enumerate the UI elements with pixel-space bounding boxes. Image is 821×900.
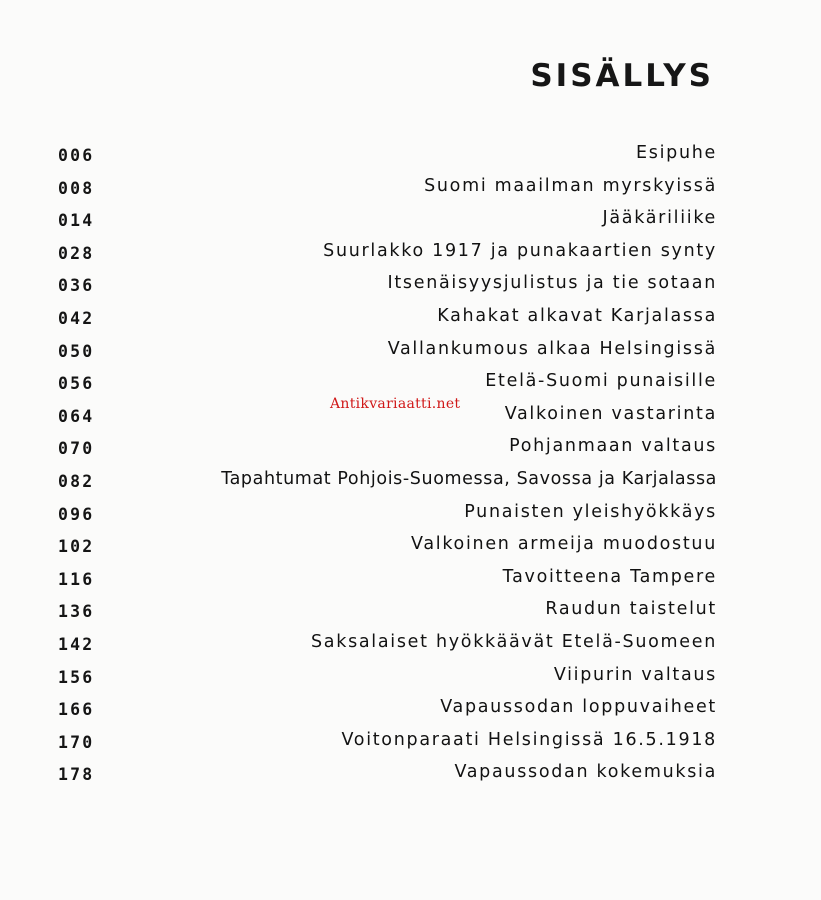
toc-page-number: 014 [58,211,95,231]
toc-title: Vapaussodan kokemuksia [454,762,717,783]
toc-page-number: 008 [58,178,95,198]
toc-page-number: 142 [58,634,95,654]
toc-title: Viipurin valtaus [553,664,717,685]
toc-title: Punaisten yleishyökkäys [464,501,717,522]
toc-title: Itsenäisyysjulistus ja tie sotaan [387,273,717,294]
toc-title: Vapaussodan loppuvaiheet [440,697,717,718]
toc-page-number: 006 [58,146,95,165]
toc-page-number: 170 [58,732,95,752]
toc-title: Jääkäriliike [602,208,717,229]
toc-row [0,140,821,173]
toc-page-number: 178 [58,765,95,785]
toc-row [0,531,821,564]
toc-row [0,270,821,303]
toc-title: Esipuhe [636,143,717,163]
toc-page-number: 136 [58,602,95,622]
toc-title: Etelä-Suomi punaisille [485,371,717,392]
toc-page-number: 116 [58,569,95,589]
toc-title: Voitonparaati Helsingissä 16.5.1918 [341,729,717,750]
toc-title: Saksalaiset hyökkäävät Etelä-Suomeen [311,631,717,652]
toc-row [0,596,821,629]
toc-page-number: 064 [58,406,95,426]
toc-title: Valkoinen vastarinta [504,403,717,424]
toc-row [0,433,821,466]
toc-row [0,694,821,727]
toc-title: Tapahtumat Pohjois-Suomessa, Savossa ja Karjalassa [221,468,717,489]
toc-page-number: 036 [58,276,95,296]
toc-title: Vallankumous alkaa Helsingissä [387,338,717,359]
toc-row [0,759,821,792]
toc-row [0,466,821,499]
toc-page-number: 166 [58,700,95,720]
toc-row [0,499,821,532]
toc-row [0,727,821,760]
toc-row [0,173,821,206]
toc-title: Kahakat alkavat Karjalassa [437,305,717,326]
toc-row [0,564,821,597]
toc-row [0,238,821,271]
toc-page-number: 070 [58,439,95,459]
toc-page-number: 096 [58,504,95,524]
toc-title: Pohjanmaan valtaus [509,436,717,457]
toc-row [0,303,821,336]
toc-row [0,205,821,238]
toc-title: Raudun taistelut [545,599,717,620]
toc-page-number: 082 [58,471,95,491]
toc-title: Tavoitteena Tampere [502,566,717,587]
toc-title: Suurlakko 1917 ja punakaartien synty [323,240,717,261]
toc-page-number: 156 [58,667,95,687]
toc-page-number: 042 [58,308,95,328]
toc-title: Valkoinen armeija muodostuu [411,534,717,555]
toc-page-number: 028 [58,243,95,263]
toc-page-number: 102 [58,537,95,557]
toc-row [0,662,821,695]
toc-row [0,336,821,369]
toc-title: Suomi maailman myrskyissä [424,175,717,196]
toc-list [0,140,821,792]
toc-page-number: 050 [58,341,95,361]
toc-page-number: 056 [58,374,95,394]
page-title: SISÄLLYS [530,58,714,94]
watermark-text: Antikvariaatti.net [330,396,461,412]
toc-row [0,629,821,662]
